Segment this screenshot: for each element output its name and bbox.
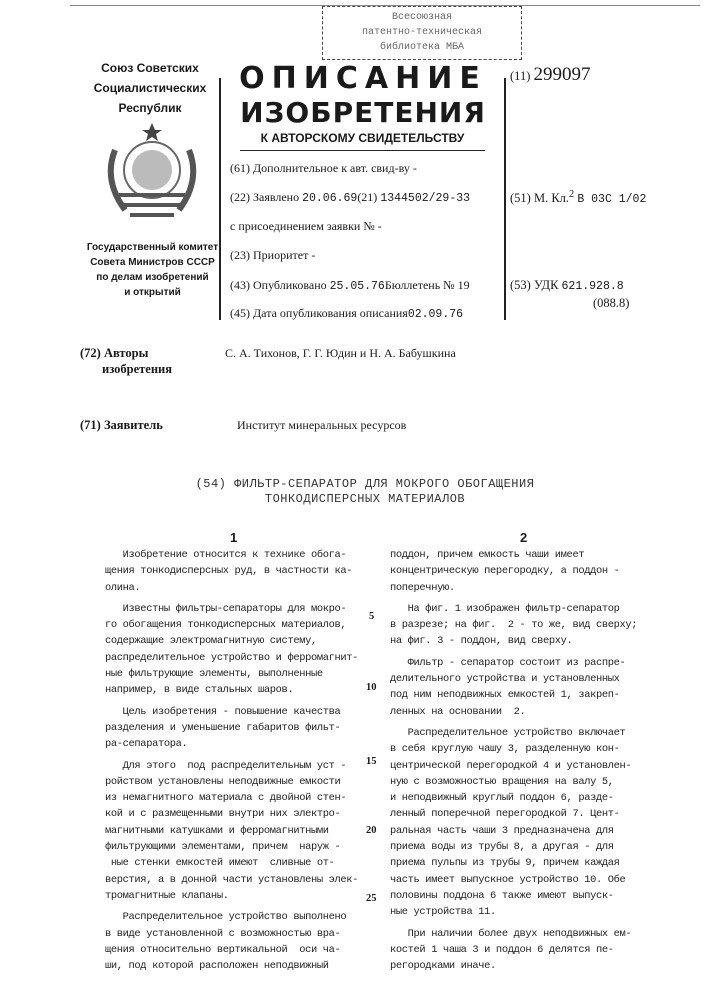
text-line: содержащие электромагнитную систему, [105,633,363,649]
text-line: Изобретение относится к технике обога- [105,547,363,563]
text-line: ленный поперечной перегородкой 7. Цент- [390,806,690,822]
text-line: в разрезе; на фиг. 2 - то же, вид сверху; [390,617,690,633]
applicant-label: (71) Заявитель [80,418,163,433]
org-line: Республик [80,98,220,118]
paragraph [105,758,363,905]
text-line: тромагнитные клапаны. [105,888,363,904]
paragraph [105,704,363,753]
line-number: 5 [369,611,374,622]
text-line: ленных на основании 2. [390,704,690,720]
paragraph [390,547,690,596]
stamp-line: Всесоюзная [323,10,521,25]
applicant-value: Институт минеральных ресурсов [237,418,406,433]
field-45-label: (45) Дата опубликования описания [230,306,408,320]
text-line: например, в виде стальных шаров. [105,682,363,698]
text-line: Цель изобретения - повышение качества [105,704,363,720]
field-51-sup: 2 [569,189,574,200]
org-line: Союз Советских [80,58,220,78]
text-line: в себя круглую чашу 3, разделенную кон- [390,741,690,757]
header-divider-left [219,78,221,320]
issuing-country [80,58,220,118]
paragraph [390,725,690,921]
paragraph [390,655,690,720]
text-line: ную с возможностью вращения на валу 5, [390,774,690,790]
paragraph [105,601,363,699]
text-line: ные устройства 11. [390,904,690,920]
header-divider-right [504,78,506,320]
line-number: 25 [366,893,377,904]
text-line: приема воды из трубы 8, а другая - для [390,839,690,855]
text-line: делительного устройства и установленных [390,671,690,687]
field-45-value: 02.09.76 [408,308,463,321]
column-number-1: 1 [230,530,237,545]
text-line: Распределительное устройство включает [390,725,690,741]
text-line: ройством установлены неподвижные емкости [105,774,363,790]
field-43 [230,278,470,294]
field-11-label: (11) [510,69,530,83]
committee-line: и открытий [80,285,225,300]
text-line: фильтрующими элементами, причем наруж - [105,839,363,855]
state-committee [80,240,225,300]
paragraph [390,601,690,650]
authors-value: С. А. Тихонов, Г. Г. Юдин и Н. А. Бабушкина [225,346,456,361]
doc-subtitle: К АВТОРСКОМУ СВИДЕТЕЛЬСТВУ [240,131,485,151]
field-51-value: B 03C 1/02 [577,193,646,206]
text-line: Известны фильтры-сепараторы для мокро- [105,601,363,617]
field-joined: с присоединением заявки № - [230,219,382,234]
field-45 [230,306,463,322]
text-column-left [105,547,363,974]
text-line: приема пульпы из трубы 9, причем каждая [390,855,690,871]
field-53 [510,278,624,293]
text-line: ные фильтрующие элементы, выполненные [105,666,363,682]
paragraph [390,926,690,975]
text-line: регородками иначе. [390,958,690,974]
stamp-line: библиотека МБА [323,40,521,55]
paragraph [105,547,363,596]
ussr-emblem-icon [95,120,210,225]
authors-label-line: (72) Авторы [80,345,172,361]
field-51 [510,189,646,206]
text-line: магнитными катушками и ферромагнитными [105,823,363,839]
committee-line: Государственный комитет [80,240,225,255]
text-line: половины поддона 6 также имеют выпуск- [390,888,690,904]
text-line: При наличии более двух неподвижных ем- [390,926,690,942]
authors-label-line: изобретения [80,361,172,377]
text-line: часть имеет выпускное устройство 10. Обе [390,872,690,888]
field-53-value: 621.928.8 [562,280,624,293]
text-line: щения относительно вертикальной оси ча- [105,942,363,958]
field-21-label: (21) [357,190,377,204]
text-line: Для этого под распределительным уст - [105,758,363,774]
text-line: костей 1 чаша 3 и поддон 6 делятся пе- [390,942,690,958]
library-stamp [322,6,522,60]
text-line: ные стенки емкостей имеют сливные от- [105,855,363,871]
field-61: (61) Дополнительное к авт. свид-ву - [230,161,417,176]
field-21-value: 1344502/29-33 [380,192,470,205]
text-line: Распределительное устройство выполнено [105,909,363,925]
field-11-value: 299097 [534,64,591,85]
invention-title-line: (54) ФИЛЬТР-СЕПАРАТОР ДЛЯ МОКРОГО ОБОГАЩЕНИЯ [140,477,590,492]
doc-title-line2: ИЗОБРЕТЕНИЯ [226,97,500,129]
column-number-2: 2 [520,530,527,545]
text-line: ральная часть чаши 3 предназначена для [390,823,690,839]
text-line: распределительное устройство и ферромагнит- [105,650,363,666]
committee-line: по делам изобретений [80,270,225,285]
field-51-label: (51) М. Кл. [510,191,569,205]
doc-title-line1: ОПИСАНИЕ [226,62,500,96]
text-line: и неподвижный круглый поддон 6, разде- [390,790,690,806]
authors-label [80,345,172,377]
field-43-value: 25.05.76 [330,280,385,293]
text-line: из немагнитного материала с двойной стен- [105,790,363,806]
bulletin: Бюллетень № 19 [385,278,470,292]
field-22-21 [230,190,470,206]
line-number: 15 [366,756,377,767]
field-43-label: (43) Опубликовано [230,278,327,292]
patent-number [510,64,591,86]
text-line: разделения и уменьшение габаритов фильт- [105,720,363,736]
line-number: 20 [366,825,377,836]
invention-title [140,477,590,507]
org-line: Социалистических [80,78,220,98]
text-line: на фиг. 3 - поддон, вид сверху. [390,633,690,649]
invention-title-line: ТОНКОДИСПЕРСНЫХ МАТЕРИАЛОВ [140,492,590,507]
text-line: олина. [105,580,363,596]
field-22-label: (22) Заявлено [230,190,299,204]
paragraph [105,909,363,974]
text-line: под ним неподвижных емкостей 1, закреп- [390,687,690,703]
text-line: концентрическую перегородку, а поддон - [390,563,690,579]
field-23: (23) Приоритет - [230,248,315,263]
stamp-line: патентно-техническая [323,25,521,40]
text-line: щения тонкодисперсных руд, в частности ка- [105,563,363,579]
line-number: 10 [366,682,377,693]
text-line: На фиг. 1 изображен фильтр-сепаратор [390,601,690,617]
committee-line: Совета Министров СССР [80,255,225,270]
text-column-right [390,547,690,974]
text-line: верстия, а в донной части установлены элек- [105,872,363,888]
text-line: ши, под которой расположен неподвижный [105,958,363,974]
text-line: Фильтр - сепаратор состоит из распре- [390,655,690,671]
text-line: го обогащения тонкодисперсных материалов, [105,617,363,633]
text-line: поддон, причем емкость чаши имеет [390,547,690,563]
field-53-label: (53) УДК [510,278,558,292]
text-line: центрической перегородкой 4 и установлен- [390,758,690,774]
text-line: в виде установленной с возможностью вра- [105,926,363,942]
field-22-value: 20.06.69 [302,192,357,205]
field-53-value2: (088.8) [593,296,629,311]
text-line: кой и с размещенными внутри них электро- [105,806,363,822]
text-line: ра-сепаратора. [105,736,363,752]
text-line: поперечную. [390,580,690,596]
